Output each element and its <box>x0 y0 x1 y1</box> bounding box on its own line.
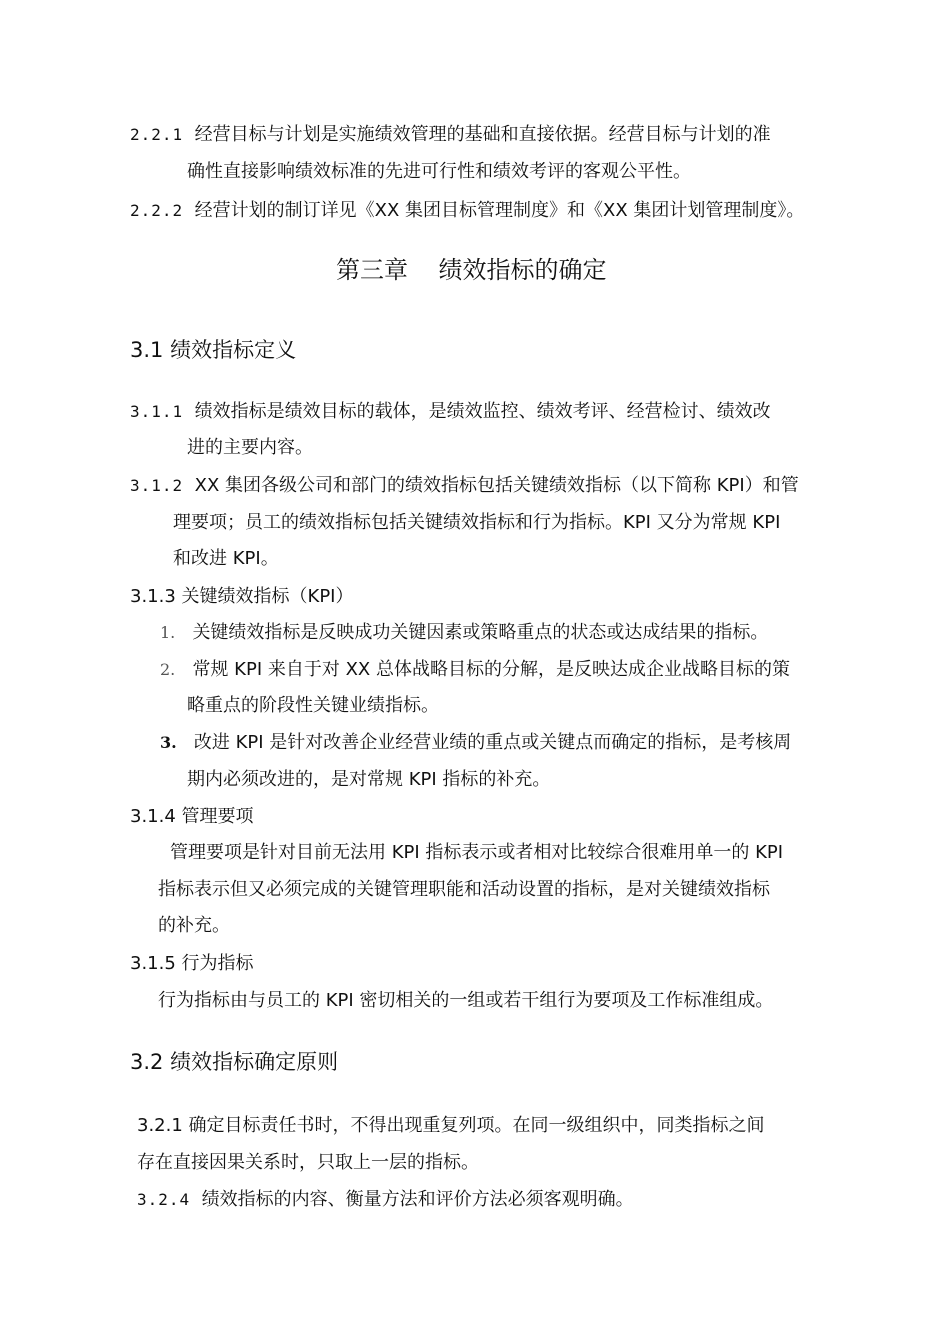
chapter-heading: 绩效指标的确定 <box>438 256 607 284</box>
list-item-continuation: 期内必须改进的，是对常规 KPI 指标的补充。 <box>187 769 551 790</box>
clause-3-2-4 <box>137 1188 634 1212</box>
section-3-2-title: 3.2 绩效指标确定原则 <box>130 1050 339 1074</box>
list-item <box>160 731 791 755</box>
clause-text: 经营目标与计划是实施绩效管理的基础和直接依据。经营目标与计划的准 <box>194 124 771 145</box>
clause-number: 2.2.1 <box>130 125 184 144</box>
chapter-title <box>336 255 607 285</box>
clause-3-1-2-line3: 和改进 KPI。 <box>173 548 279 569</box>
list-text: 关键绩效指标是反映成功关键因素或策略重点的状态或达成结果的指标。 <box>192 622 769 643</box>
clause-number: 3.1.2 <box>130 476 184 495</box>
list-text: 改进 KPI 是针对改善企业经营业绩的重点或关键点而确定的指标，是考核周 <box>193 732 792 753</box>
list-item-continuation: 略重点的阶段性关键业绩指标。 <box>187 695 439 716</box>
clause-3-1-1-line1 <box>130 400 771 424</box>
list-item <box>160 621 768 645</box>
clause-text: 绩效指标是绩效目标的载体，是绩效监控、绩效考评、经营检讨、绩效改 <box>194 401 771 422</box>
chapter-label: 第三章 <box>336 256 408 284</box>
clause-3-2-1-line1: 3.2.1 确定目标责任书时，不得出现重复列项。在同一级组织中，同类指标之间 <box>137 1115 765 1136</box>
section-3-1-title: 3.1 绩效指标定义 <box>130 338 297 362</box>
clause-number: 3.2.4 <box>137 1190 191 1209</box>
clause-3-2-1-line2: 存在直接因果关系时，只取上一层的指标。 <box>137 1152 479 1173</box>
list-item <box>160 658 790 682</box>
clause-3-1-4-line3: 的补充。 <box>158 915 230 936</box>
clause-3-1-4-line1: 管理要项是针对目前无法用 KPI 指标表示或者相对比较综合很难用单一的 KPI <box>170 842 784 863</box>
list-text: 常规 KPI 来自于对 XX 总体战略目标的分解，是反映达成企业战略目标的策 <box>192 659 790 680</box>
clause-text: 经营计划的制订详见《XX 集团目标管理制度》和《XX 集团计划管理制度》。 <box>194 200 805 221</box>
clause-3-1-2-line1 <box>130 474 799 498</box>
clause-3-1-1-line2: 进的主要内容。 <box>187 437 313 458</box>
list-number: 2. <box>160 660 176 679</box>
clause-3-1-5-line1: 行为指标由与员工的 KPI 密切相关的一组或若干组行为要项及工作标准组成。 <box>158 990 774 1011</box>
clause-2-2-1-line1 <box>130 123 771 147</box>
clause-number: 2.2.2 <box>130 201 184 220</box>
clause-number: 3.1.1 <box>130 402 184 421</box>
clause-2-2-1-line2: 确性直接影响绩效标准的先进可行性和绩效考评的客观公平性。 <box>187 161 691 182</box>
list-number: 3. <box>160 733 177 752</box>
clause-text: 绩效指标的内容、衡量方法和评价方法必须客观明确。 <box>201 1189 634 1210</box>
clause-3-1-5-heading: 3.1.5 行为指标 <box>130 953 254 974</box>
clause-3-1-3-heading: 3.1.3 关键绩效指标（KPI） <box>130 586 354 607</box>
clause-3-1-4-line2: 指标表示但又必须完成的关键管理职能和活动设置的指标，是对关键绩效指标 <box>158 879 770 900</box>
list-number: 1. <box>160 623 176 642</box>
clause-text: XX 集团各级公司和部门的绩效指标包括关键绩效指标（以下简称 KPI）和管 <box>194 475 799 496</box>
clause-3-1-4-heading: 3.1.4 管理要项 <box>130 806 254 827</box>
clause-2-2-2 <box>130 199 804 223</box>
clause-3-1-2-line2: 理要项；员工的绩效指标包括关键绩效指标和行为指标。KPI 又分为常规 KPI <box>173 512 781 533</box>
